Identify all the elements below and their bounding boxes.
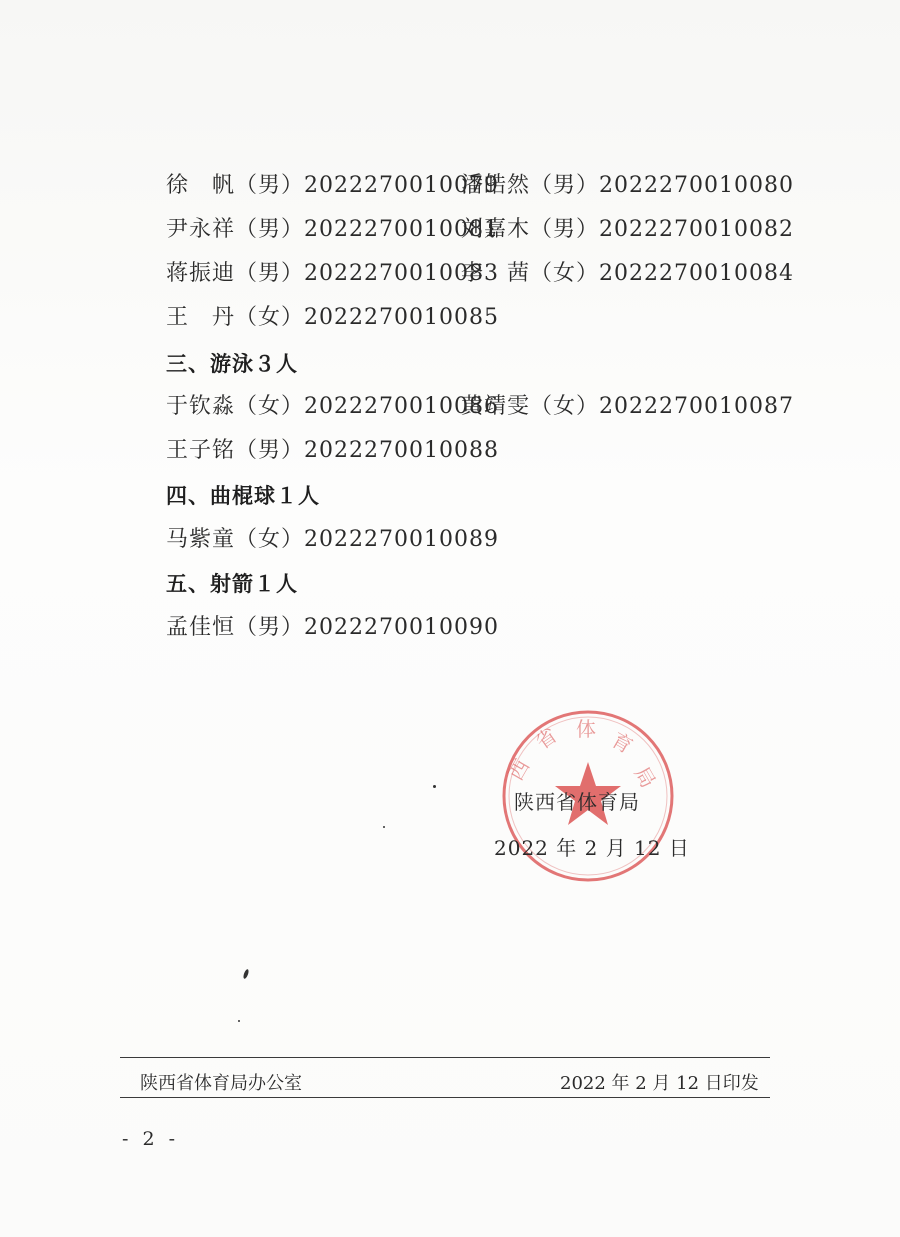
svg-text:体: 体 <box>576 717 596 741</box>
list-item <box>166 438 499 463</box>
section-heading-swimming: 三、游泳３人 <box>166 352 298 376</box>
issue-date: 2022 年 2 月 12 日 <box>494 836 690 860</box>
page-number: - 2 - <box>122 1128 180 1150</box>
svg-text:西: 西 <box>503 755 535 785</box>
athlete-entry: 李 茜（女）2022270010084 <box>461 261 794 286</box>
footer-bottom-rule <box>120 1097 770 1098</box>
footer-issued-date: 2022 年 2 月 12 日印发 <box>560 1073 759 1094</box>
athlete-entry: 马紫童（女）2022270010089 <box>166 527 499 552</box>
svg-text:局: 局 <box>629 762 661 792</box>
scan-speck <box>238 1020 240 1022</box>
athlete-entry: 王 丹（女）2022270010085 <box>166 305 499 330</box>
list-item <box>166 175 794 197</box>
athlete-entry: 于钦淼（女）2022270010086 <box>166 394 499 419</box>
athlete-entry: 蒋振迪（男）2022270010083 <box>166 261 499 286</box>
list-item <box>166 263 794 285</box>
section-heading-archery: 五、射箭１人 <box>166 572 298 596</box>
athlete-entry: 黄靖雯（女）2022270010087 <box>461 394 794 419</box>
list-item <box>166 615 499 640</box>
athlete-entry: 王子铭（男）2022270010088 <box>166 438 499 463</box>
footer-top-rule <box>120 1057 770 1058</box>
issuing-organization: 陕西省体育局 <box>514 790 640 814</box>
athlete-entry: 刘嘉木（男）2022270010082 <box>461 217 794 242</box>
list-item <box>166 527 499 552</box>
list-item <box>166 396 794 418</box>
athlete-entry: 尹永祥（男）2022270010081 <box>166 217 499 242</box>
athlete-entry: 潘皓然（男）2022270010080 <box>461 173 794 198</box>
list-item <box>166 305 499 330</box>
scan-speck <box>383 826 385 828</box>
athlete-entry: 徐 帆（男）2022270010079 <box>166 173 499 198</box>
footer-office: 陕西省体育局办公室 <box>140 1073 302 1094</box>
scan-speck <box>242 969 249 980</box>
svg-text:育: 育 <box>607 727 637 759</box>
athlete-entry: 孟佳恒（男）2022270010090 <box>166 615 499 640</box>
section-heading-hockey: 四、曲棍球１人 <box>166 484 320 508</box>
svg-text:省: 省 <box>531 722 562 755</box>
list-item <box>166 219 794 241</box>
scan-speck <box>433 785 436 788</box>
